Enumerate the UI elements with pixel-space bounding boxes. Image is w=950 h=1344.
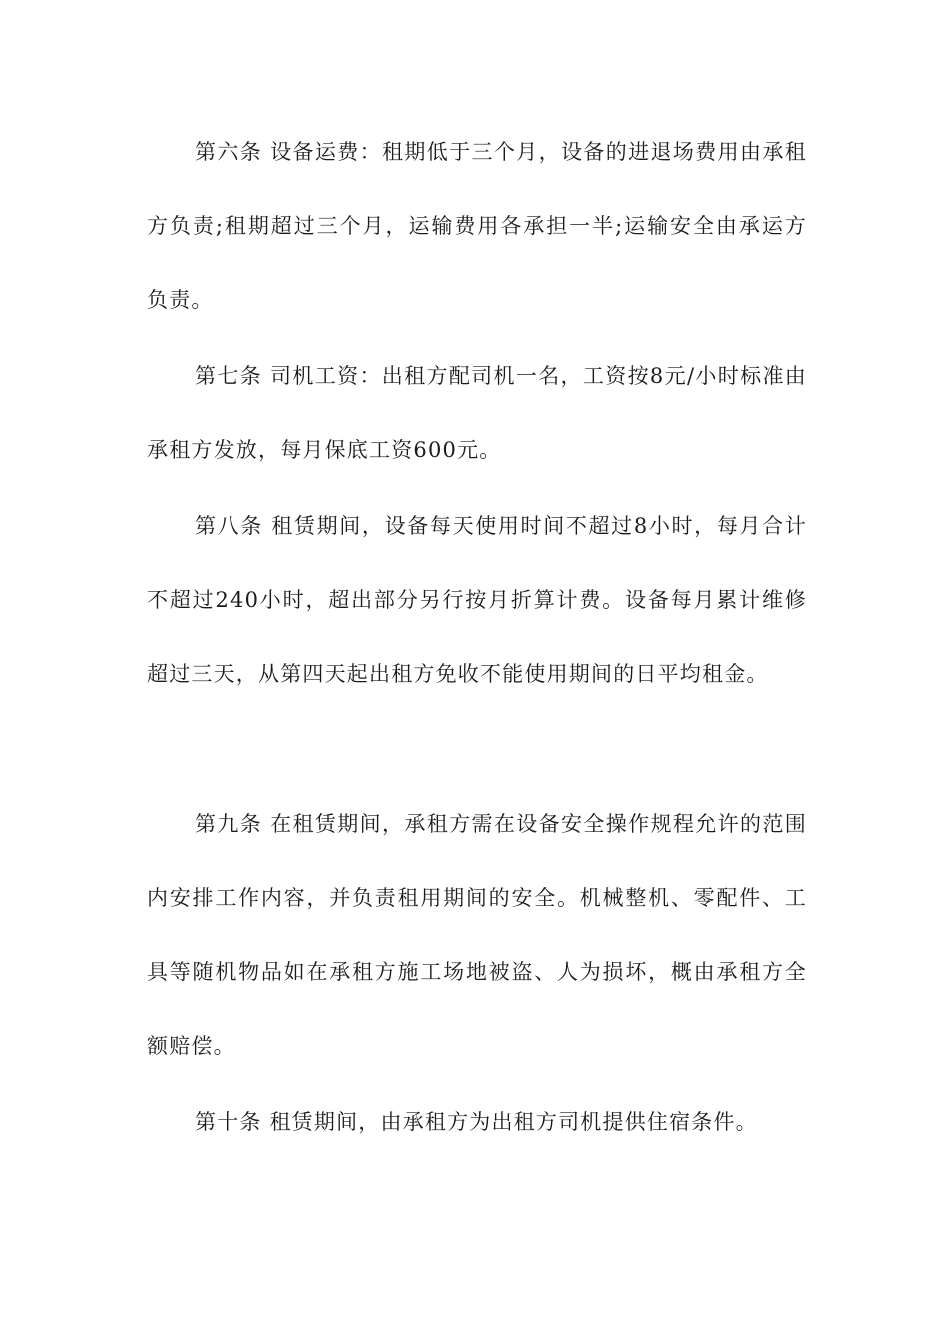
article-6: 第六条 设备运费：租期低于三个月，设备的进退场费用由承租方负责;租期超过三个月，运输费用各承担一半;运输安全由承运方负责。 [147, 140, 807, 312]
article-7: 第七条 司机工资：出租方配司机一名，工资按8元/小时标准由承租方发放，每月保底工资600元。 [147, 364, 807, 462]
article-9: 第九条 在租赁期间，承租方需在设备安全操作规程允许的范围内安排工作内容，并负责租用期间的安全。机械整机、零配件、工具等随机物品如在承租方施工场地被盗、人为损坏，概由承租方全额赔偿。 [147, 812, 807, 1058]
article-8: 第八条 租赁期间，设备每天使用时间不超过8小时，每月合计不超过240小时，超出部分另行按月折算计费。设备每月累计维修超过三天，从第四天起出租方免收不能使用期间的日平均租金。 [147, 514, 807, 686]
article-10: 第十条 租赁期间，由承租方为出租方司机提供住宿条件。 [195, 1110, 758, 1134]
